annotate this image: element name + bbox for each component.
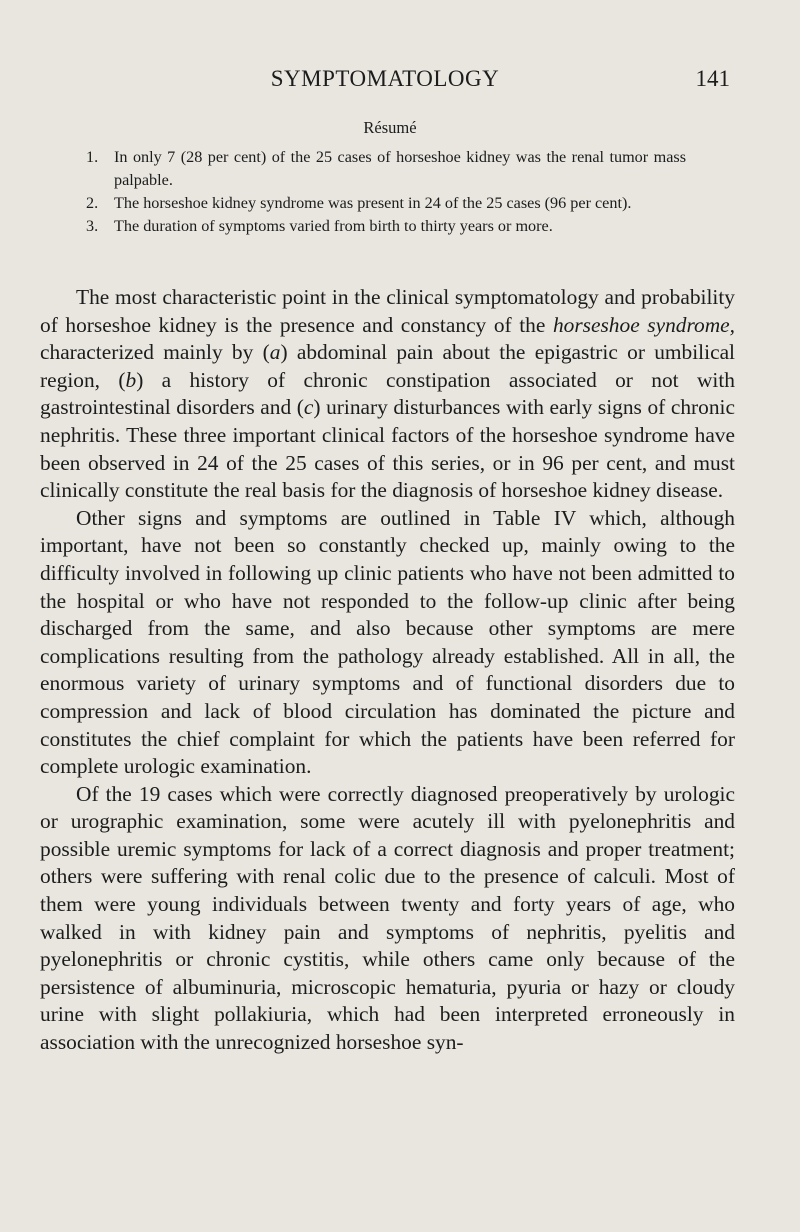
resume-item-number: 1. [86, 148, 99, 166]
paragraph-horseshoe-syndrome [40, 284, 735, 505]
resume-item [86, 146, 686, 192]
resume-item-number: 2. [86, 194, 99, 212]
paragraph-text: The most characteristic point in the clinical symptomatology and probability of horseshoe kidney is the presence and constancy of the [40, 285, 735, 337]
paragraph-diagnosed-cases: Of the 19 cases which were correctly diagnosed preoperatively by urologic or urographic examination, some were acutely ill with pyelonephritis and possible uremic symptoms for lack of a correct diagnosis and proper treatment; others were suffering with renal colic due to the presence of calculi. Most of them were young individuals between twenty and forty years of age, who walked in with kidney pain and symptoms of nephritis, pyelitis and pyelonephritis or chronic cystitis, while others came only because of the persistence of albuminuria, microscopic hematuria, pyuria or hazy or cloudy urine with slight pollakiuria, which had been interpreted erroneously in association with the unrecognized horseshoe syn- [40, 781, 735, 1055]
paragraph-text: ) urinary disturbances with early signs of chronic nephritis. These three important clinical factors of the horseshoe syndrome have been observed in 24 of the 25 cases of this series, or in 96 per cent, and must clinically constitute the real basis for the diagnosis of horseshoe kidney disease. [40, 395, 735, 503]
resume-item-number: 3. [86, 217, 99, 235]
resume-item-text: The duration of symptoms varied from birth to thirty years or more. [114, 217, 553, 235]
body-text [40, 284, 735, 1057]
emphasized-term: horseshoe syndrome, [552, 312, 735, 337]
list-letter: a [269, 340, 281, 365]
list-letter: c [303, 395, 314, 420]
page-header [40, 66, 730, 96]
paragraph-text: characterized mainly by ( [40, 340, 270, 365]
running-title: SYMPTOMATOLOGY [270, 66, 500, 91]
paragraph-text: ) a history of chronic constipation associated or not with gastrointestinal disorders and ( [40, 367, 735, 420]
paragraph-text: ) abdominal pain about the epigastric or umbilical region, ( [40, 340, 736, 392]
list-letter: b [125, 367, 137, 392]
resume-item-text: The horseshoe kidney syndrome was present in 24 of the 25 cases (96 per cent). [114, 194, 632, 212]
resume-list [86, 146, 686, 238]
resume-item-text: In only 7 (28 per cent) of the 25 cases of horseshoe kidney was the renal tumor mass palpable. [114, 148, 686, 189]
page-number: 141 [695, 66, 730, 91]
paragraph-other-signs: Other signs and symptoms are outlined in Table IV which, although important, have not been so constantly checked up, mainly owing to the difficulty involved in following up clinic patients who have not been admitted to the hospital or who have not responded to the follow-up clinic after being discharged from the same, and also because other symptoms are mere complications resulting from the pathology already established. All in all, the enormous variety of urinary symptoms and of functional disorders due to compression and lack of blood circulation has dominated the picture and constitutes the chief complaint for which the patients have been referred for complete urologic examination. [40, 505, 735, 779]
resume-item [86, 192, 686, 215]
resume-item [86, 215, 686, 238]
resume-heading: Résumé [363, 118, 417, 137]
